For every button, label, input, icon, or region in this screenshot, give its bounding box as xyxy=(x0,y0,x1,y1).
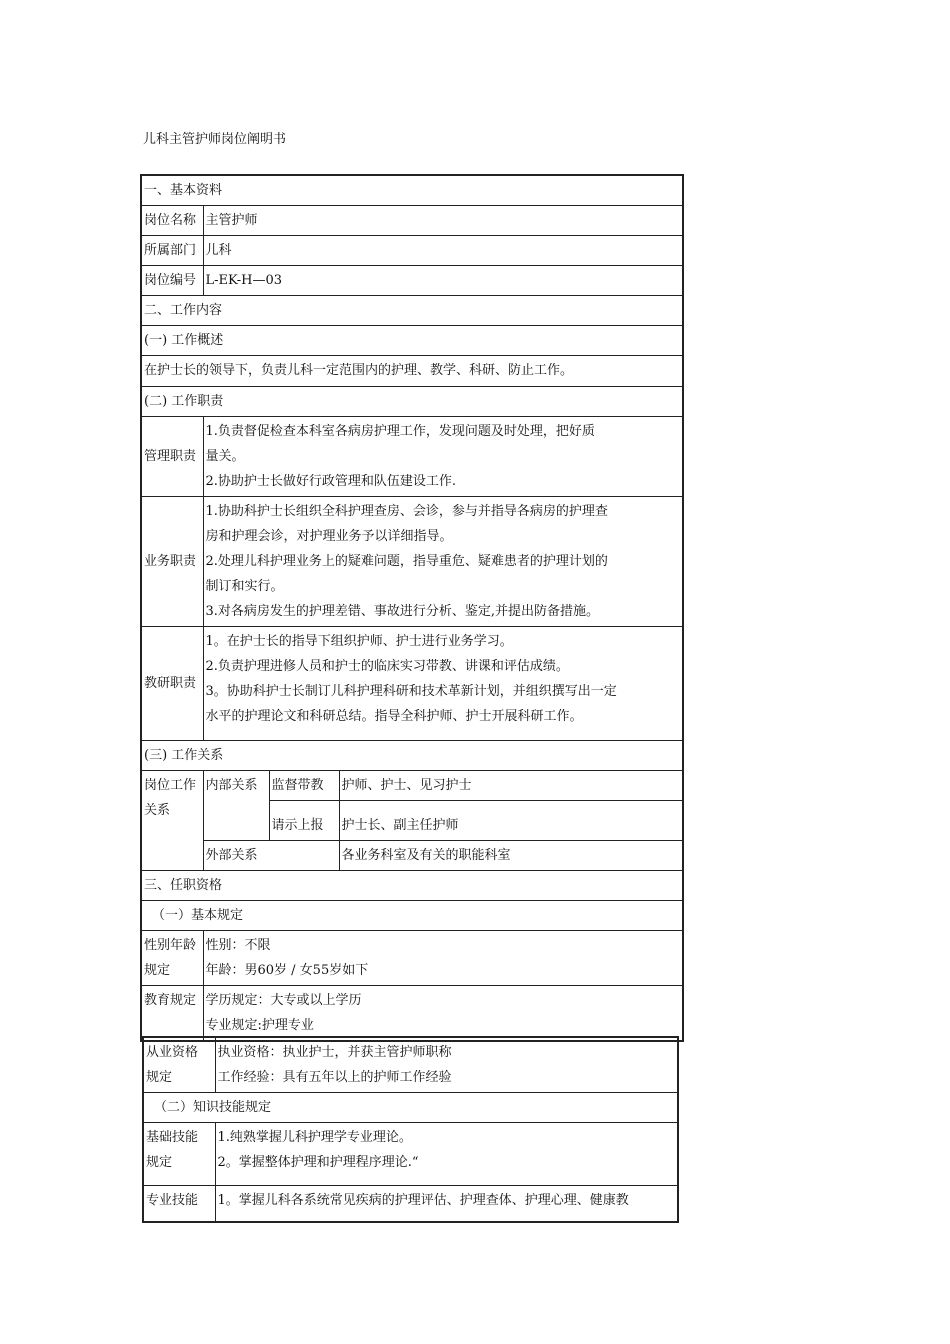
duty-label: 业务职责 xyxy=(141,497,203,627)
education-label: 教育规定 xyxy=(141,986,203,1042)
job-description-table xyxy=(140,174,684,1042)
subheading-overview: (一) 工作概述 xyxy=(141,326,683,356)
section-heading-basic: 一、基本资料 xyxy=(141,175,683,206)
practice-label-line: 从业资格 xyxy=(146,1045,199,1060)
section-heading-qualification: 三、任职资格 xyxy=(141,871,683,901)
duty-line: 水平的护理论文和科研总结。指导全科护师、护士开展科研工作。 xyxy=(205,709,583,724)
row-label: 所属部门 xyxy=(141,236,203,266)
relations-label-line: 岗位工作 xyxy=(144,778,197,793)
duty-line: 2.协助护士长做好行政管理和队伍建设工作. xyxy=(205,474,457,489)
row-label: 岗位名称 xyxy=(141,206,203,236)
supervise-value: 护师、护士、见习护士 xyxy=(339,771,683,801)
overview-text: 在护士长的领导下，负责儿科一定范围内的护理、教学、科研、防止工作。 xyxy=(141,356,683,387)
duty-content xyxy=(203,627,683,741)
row-value: L-EK-H—03 xyxy=(203,266,683,296)
age-line: 年龄：男60岁 / 女55岁如下 xyxy=(205,963,369,978)
practice-label-line: 规定 xyxy=(146,1070,173,1085)
duty-label: 管理职责 xyxy=(141,417,203,497)
report-value: 护士长、副主任护师 xyxy=(339,801,683,841)
document-title: 儿科主管护师岗位阐明书 xyxy=(143,132,287,147)
special-skill-label: 专业技能 xyxy=(143,1186,215,1222)
experience-line: 工作经验：具有五年以上的护师工作经验 xyxy=(217,1070,452,1085)
internal-relations-label: 内部关系 xyxy=(203,771,269,841)
duty-line: 制订和实行。 xyxy=(205,579,284,594)
duty-line: 1。在护士长的指导下组织护师、护士进行业务学习。 xyxy=(205,634,513,649)
report-label: 请示上报 xyxy=(269,801,339,841)
special-skill-content xyxy=(215,1186,678,1222)
duty-line: 量关。 xyxy=(205,449,245,464)
relations-label xyxy=(141,771,203,871)
duty-line: 房和护理会诊，对护理业务予以详细指导。 xyxy=(205,529,453,544)
duty-line: 2.负责护理进修人员和护士的临床实习带教、讲课和评估成绩。 xyxy=(205,659,569,674)
section-heading-work: 二、工作内容 xyxy=(141,296,683,326)
practice-label xyxy=(143,1037,215,1093)
gender-age-label-line: 性别年龄 xyxy=(144,938,197,953)
basic-skill-label xyxy=(143,1123,215,1186)
row-label: 岗位编号 xyxy=(141,266,203,296)
subheading-basic-requirements: （一）基本规定 xyxy=(141,901,683,931)
major-line: 专业规定:护理专业 xyxy=(205,1018,314,1033)
job-description-table-continued xyxy=(142,1036,679,1223)
practice-content xyxy=(215,1037,678,1093)
duty-line: 3。协助科护士长制订儿科护理科研和技术革新计划，并组织撰写出一定 xyxy=(205,684,617,699)
subheading-duties: (二) 工作职责 xyxy=(141,387,683,417)
row-value: 儿科 xyxy=(203,236,683,266)
duty-content xyxy=(203,497,683,627)
degree-line: 学历规定：大专或以上学历 xyxy=(205,993,362,1008)
duty-line: 1.负责督促检查本科室各病房护理工作，发现问题及时处理，把好质 xyxy=(205,424,595,439)
row-value: 主管护师 xyxy=(203,206,683,236)
external-relations-label: 外部关系 xyxy=(203,841,339,871)
external-relations-value: 各业务科室及有关的职能科室 xyxy=(339,841,683,871)
basic-skill-line: 2。掌握整体护理和护理程序理论.“ xyxy=(217,1155,419,1170)
subheading-relations: (三) 工作关系 xyxy=(141,741,683,771)
gender-age-label-line: 规定 xyxy=(144,963,171,978)
supervise-label: 监督带教 xyxy=(269,771,339,801)
subheading-skills: （二）知识技能规定 xyxy=(143,1093,678,1123)
education-content xyxy=(203,986,683,1042)
basic-skill-label-line: 规定 xyxy=(146,1155,173,1170)
gender-line: 性别：不限 xyxy=(205,938,271,953)
relations-label-line: 关系 xyxy=(144,803,171,818)
basic-skill-line: 1.纯熟掌握儿科护理学专业理论。 xyxy=(217,1130,412,1145)
gender-age-label xyxy=(141,931,203,986)
duty-line: 3.对各病房发生的护理差错、事故进行分析、鉴定,并提出防备措施。 xyxy=(205,604,600,619)
license-line: 执业资格：执业护士，并获主管护师职称 xyxy=(217,1045,452,1060)
duty-content xyxy=(203,417,683,497)
basic-skill-label-line: 基础技能 xyxy=(146,1130,199,1145)
duty-label: 教研职责 xyxy=(141,627,203,741)
duty-line: 1.协助科护士长组织全科护理查房、会诊，参与并指导各病房的护理查 xyxy=(205,504,608,519)
special-skill-line: 1。掌握儿科各系统常见疾病的护理评估、护理查体、护理心理、健康教 xyxy=(217,1193,629,1208)
gender-age-content xyxy=(203,931,683,986)
basic-skill-content xyxy=(215,1123,678,1186)
duty-line: 2.处理儿科护理业务上的疑难问题，指导重危、疑难患者的护理计划的 xyxy=(205,554,608,569)
